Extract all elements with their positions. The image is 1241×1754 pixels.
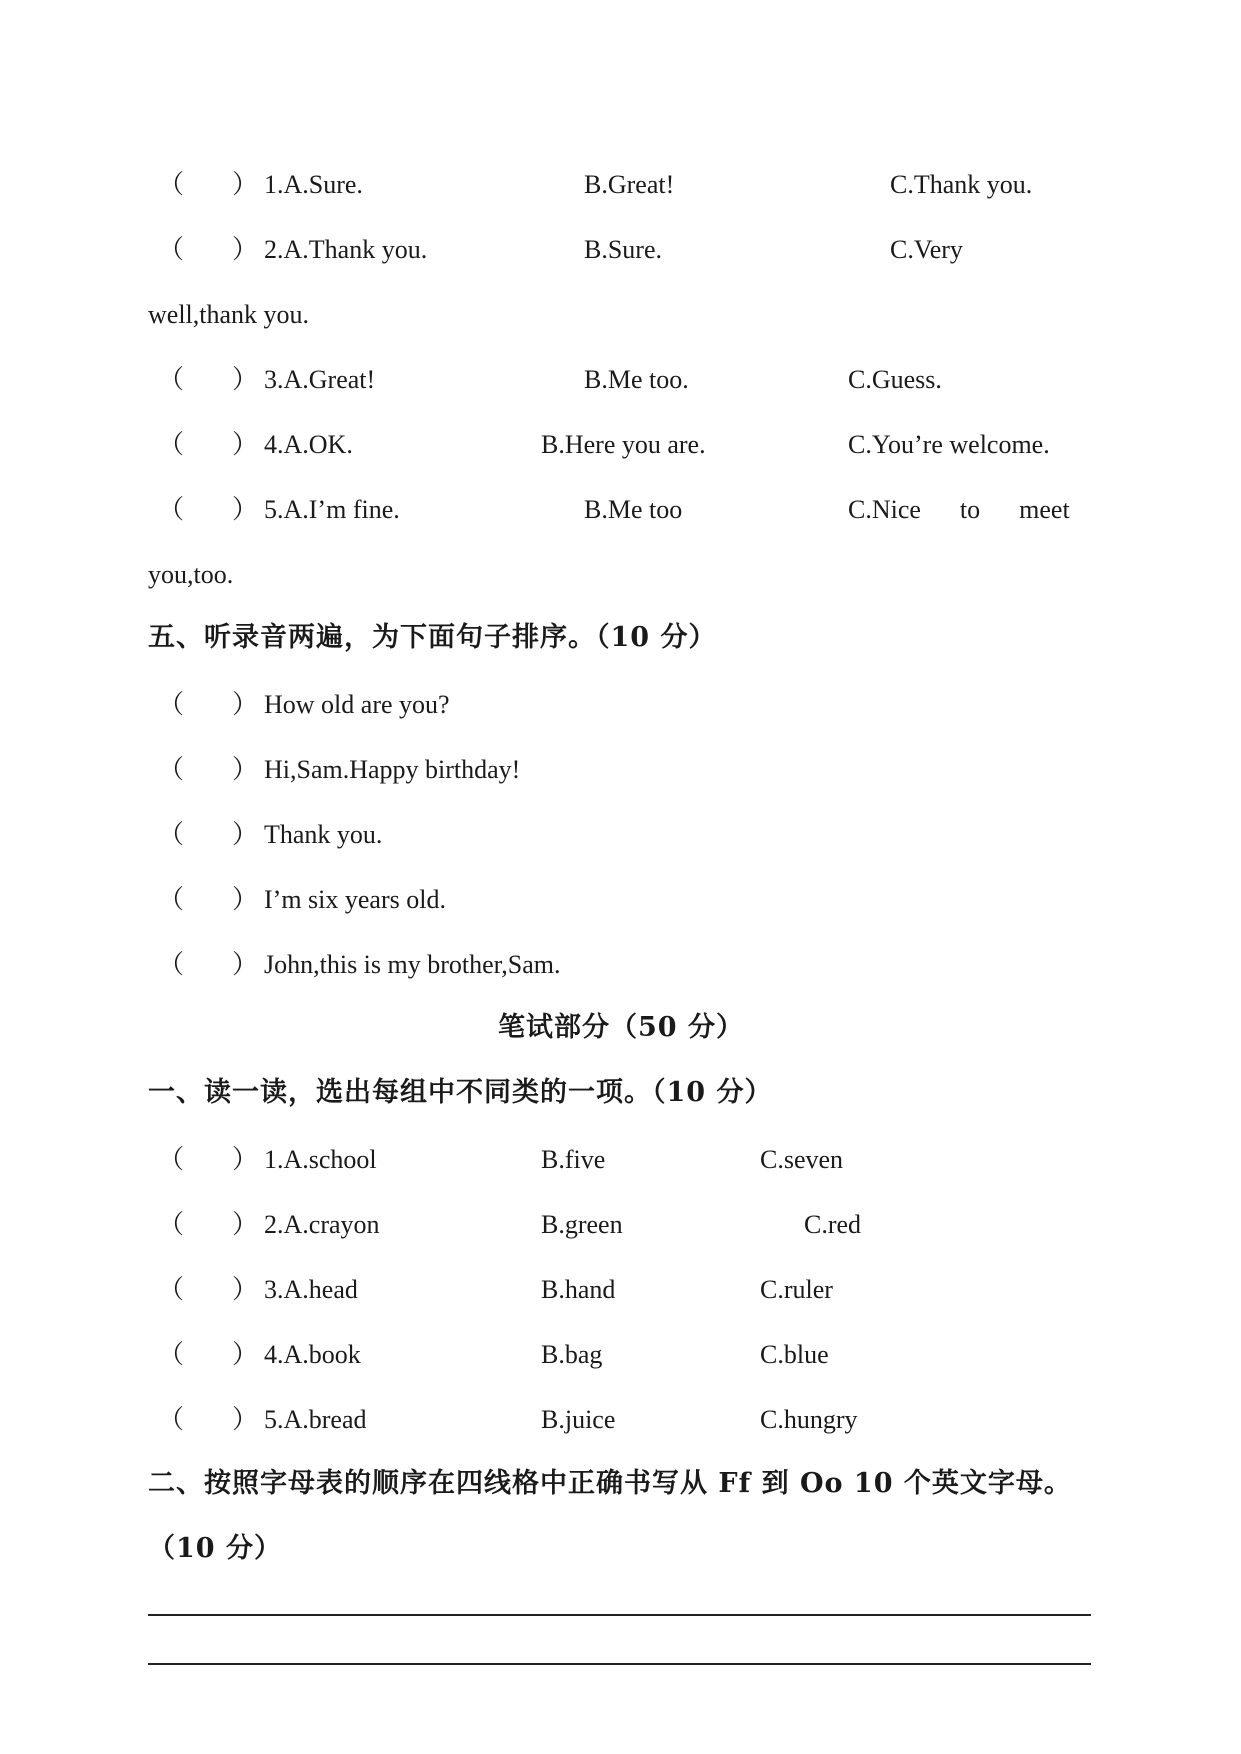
answer-paren-right: ） bbox=[232, 690, 259, 719]
ordering-item-4 bbox=[0, 883, 1241, 917]
answer-paren-left: （ bbox=[158, 1275, 185, 1304]
listening-item-1 bbox=[0, 168, 1241, 202]
sentence: I’m six years old. bbox=[264, 885, 446, 914]
sentence: Thank you. bbox=[264, 820, 383, 849]
option-b: B.bag bbox=[541, 1340, 603, 1369]
question-score: （10 分） bbox=[148, 1533, 282, 1564]
option-b: B.Sure. bbox=[584, 235, 662, 264]
classify-item-1 bbox=[0, 1143, 1241, 1177]
answer-paren-right: ） bbox=[232, 885, 259, 914]
option-a: 3.A.Great! bbox=[264, 365, 376, 394]
option-c-wrap: you,too. bbox=[148, 560, 234, 589]
answer-paren-right: ） bbox=[232, 430, 259, 459]
option-b: B.Me too. bbox=[584, 365, 689, 394]
option-a: 2.A.Thank you. bbox=[264, 235, 428, 264]
writing-line bbox=[148, 1663, 1091, 1665]
classify-item-2 bbox=[0, 1208, 1241, 1242]
answer-paren-left: （ bbox=[158, 820, 185, 849]
question-title: 一、读一读，选出每组中不同类的一项。（10 分） bbox=[148, 1077, 773, 1108]
answer-paren-right: ） bbox=[232, 495, 259, 524]
answer-paren-left: （ bbox=[158, 1145, 185, 1174]
option-a: 4.A.OK. bbox=[264, 430, 353, 459]
ordering-item-5 bbox=[0, 948, 1241, 982]
option-c: C.ruler bbox=[760, 1275, 833, 1304]
listening-item-5 bbox=[0, 493, 1241, 527]
answer-paren-right: ） bbox=[232, 1275, 259, 1304]
option-b: B.hand bbox=[541, 1275, 616, 1304]
option-c: C.You’re welcome. bbox=[848, 430, 1050, 459]
option-c: C.Guess. bbox=[848, 365, 942, 394]
option-c: C.Nice to meet bbox=[848, 495, 1070, 524]
listening-item-3 bbox=[0, 363, 1241, 397]
answer-paren-right: ） bbox=[232, 1340, 259, 1369]
option-a: 5.A.I’m fine. bbox=[264, 495, 400, 524]
answer-paren-left: （ bbox=[158, 430, 185, 459]
listening-item-2 bbox=[0, 233, 1241, 267]
option-a: 1.A.Sure. bbox=[264, 170, 363, 199]
answer-paren-left: （ bbox=[158, 950, 185, 979]
option-c: C.blue bbox=[760, 1340, 829, 1369]
answer-paren-right: ） bbox=[232, 1210, 259, 1239]
answer-paren-left: （ bbox=[158, 170, 185, 199]
classify-item-3 bbox=[0, 1273, 1241, 1307]
sentence: Hi,Sam.Happy birthday! bbox=[264, 755, 521, 784]
option-b: B.green bbox=[541, 1210, 623, 1239]
answer-paren-left: （ bbox=[158, 1340, 185, 1369]
option-b: B.five bbox=[541, 1145, 606, 1174]
answer-paren-left: （ bbox=[158, 1405, 185, 1434]
sentence: John,this is my brother,Sam. bbox=[264, 950, 561, 979]
writing-line bbox=[148, 1614, 1091, 1616]
section-title: 五、听录音两遍，为下面句子排序。（10 分） bbox=[148, 622, 717, 653]
option-a: 5.A.bread bbox=[264, 1405, 367, 1434]
option-b: B.Me too bbox=[584, 495, 683, 524]
question-title: 二、按照字母表的顺序在四线格中正确书写从 Ff 到 Oo 10 个英文字母。 bbox=[148, 1468, 1072, 1499]
option-a: 3.A.head bbox=[264, 1275, 358, 1304]
option-b: B.Here you are. bbox=[541, 430, 706, 459]
part-title: 笔试部分（50 分） bbox=[498, 1012, 744, 1043]
answer-paren-right: ） bbox=[232, 170, 259, 199]
option-b: B.juice bbox=[541, 1405, 616, 1434]
answer-paren-right: ） bbox=[232, 235, 259, 264]
classify-item-4 bbox=[0, 1338, 1241, 1372]
option-c: C.seven bbox=[760, 1145, 844, 1174]
option-c: C.hungry bbox=[760, 1405, 858, 1434]
classify-item-5 bbox=[0, 1403, 1241, 1437]
answer-paren-right: ） bbox=[232, 820, 259, 849]
answer-paren-left: （ bbox=[158, 235, 185, 264]
answer-paren-right: ） bbox=[232, 755, 259, 784]
answer-paren-right: ） bbox=[232, 1405, 259, 1434]
answer-paren-left: （ bbox=[158, 885, 185, 914]
option-b: B.Great! bbox=[584, 170, 675, 199]
answer-paren-left: （ bbox=[158, 755, 185, 784]
answer-paren-left: （ bbox=[158, 365, 185, 394]
option-a: 1.A.school bbox=[264, 1145, 377, 1174]
answer-paren-right: ） bbox=[232, 365, 259, 394]
answer-paren-left: （ bbox=[158, 690, 185, 719]
ordering-item-3 bbox=[0, 818, 1241, 852]
answer-paren-right: ） bbox=[232, 1145, 259, 1174]
option-a: 4.A.book bbox=[264, 1340, 361, 1369]
answer-paren-left: （ bbox=[158, 1210, 185, 1239]
answer-paren-right: ） bbox=[232, 950, 259, 979]
listening-item-4 bbox=[0, 428, 1241, 462]
option-c: C.red bbox=[804, 1210, 862, 1239]
option-c-wrap: well,thank you. bbox=[148, 300, 310, 329]
sentence: How old are you? bbox=[264, 690, 450, 719]
answer-paren-left: （ bbox=[158, 495, 185, 524]
ordering-item-2 bbox=[0, 753, 1241, 787]
option-a: 2.A.crayon bbox=[264, 1210, 380, 1239]
ordering-item-1 bbox=[0, 688, 1241, 722]
option-c: C.Very bbox=[890, 235, 963, 264]
option-c: C.Thank you. bbox=[890, 170, 1033, 199]
